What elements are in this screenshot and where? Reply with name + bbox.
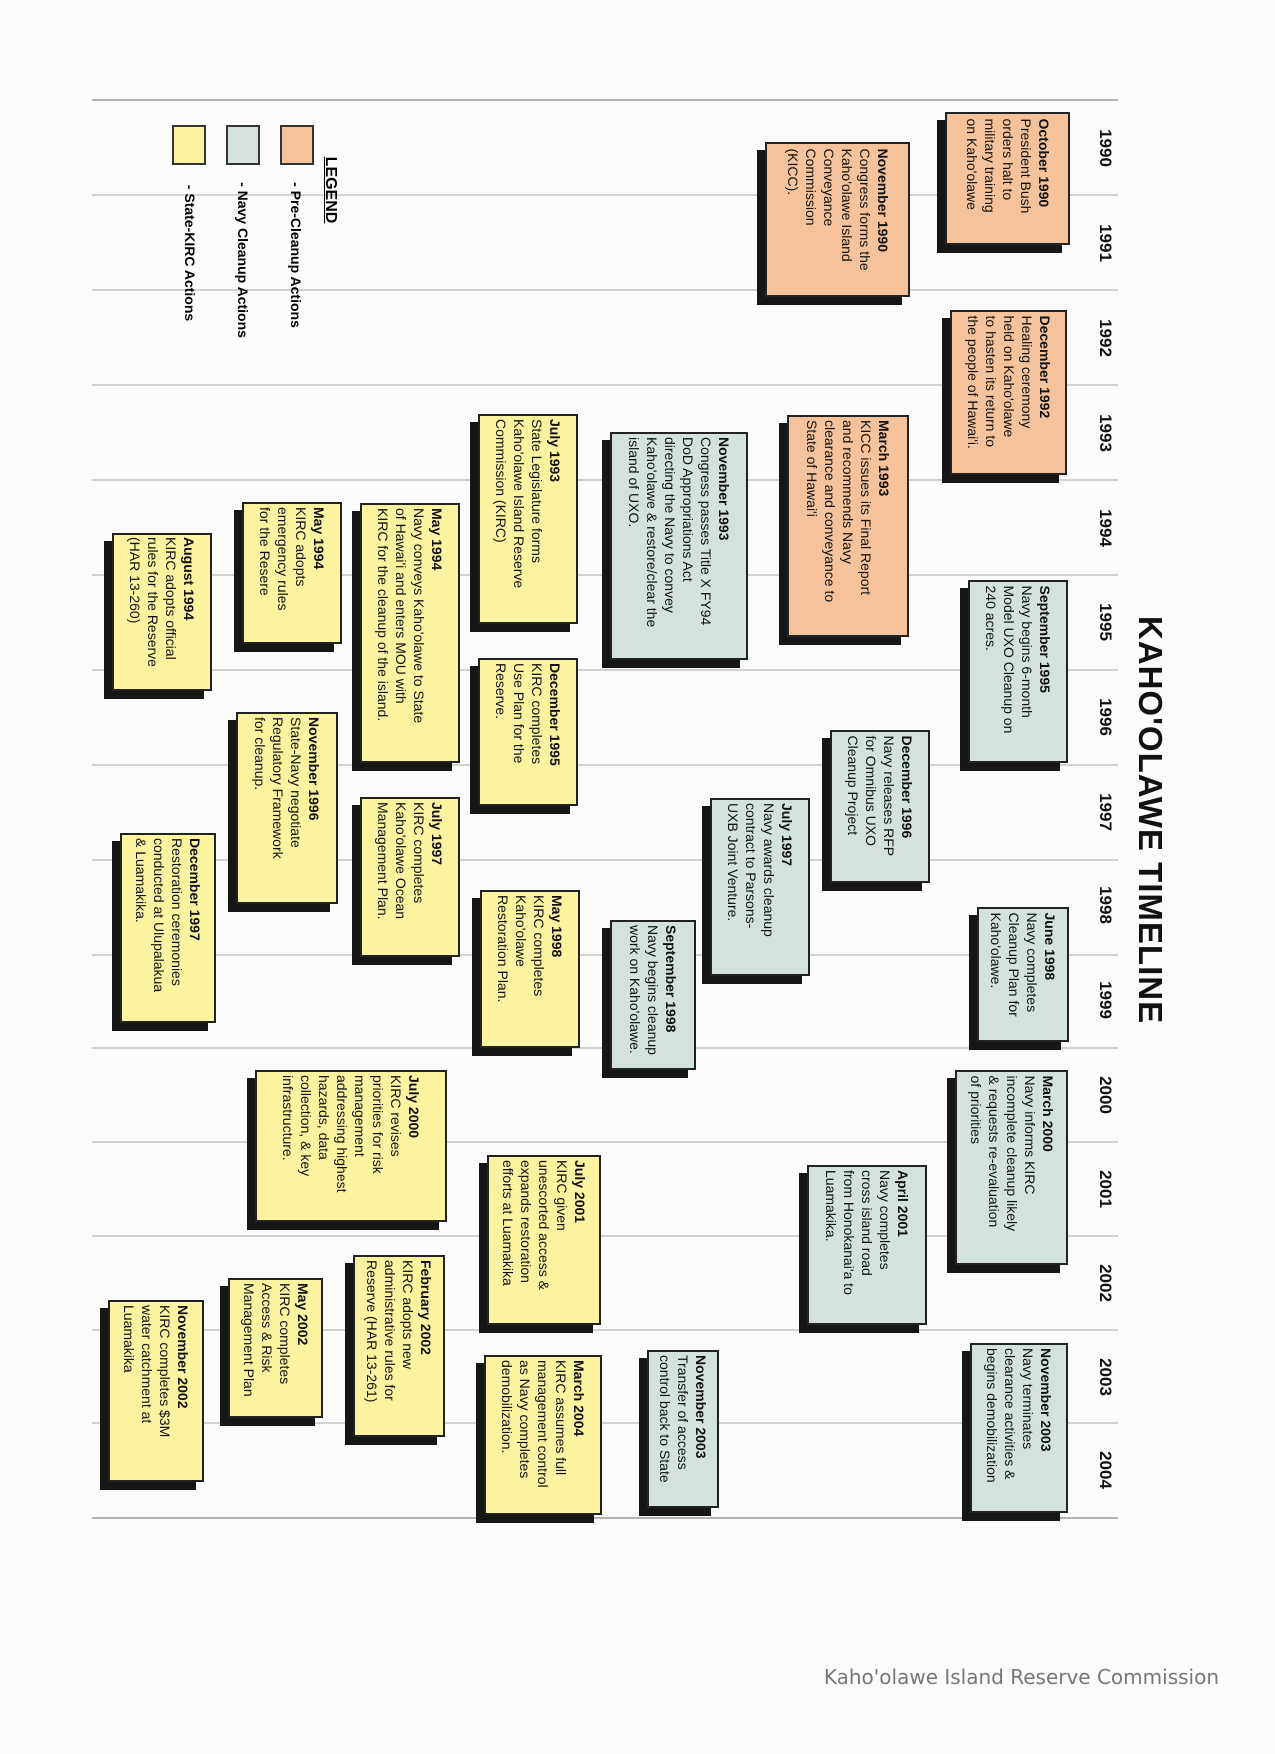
event-text: Navy terminates [1020, 1348, 1036, 1450]
event-text: control back to State [657, 1355, 673, 1483]
year-label: 1992 [1096, 319, 1115, 357]
event-text: cross island road [859, 1170, 875, 1276]
event-text: Management Plan. [375, 802, 391, 920]
event-date: February 2002 [418, 1260, 434, 1355]
event-text: KIRC assumes full [553, 1360, 569, 1476]
event-text: for Omnibus UXO [863, 735, 879, 846]
year-label: 1993 [1096, 414, 1115, 452]
event-text: State of Hawai'i [804, 420, 820, 517]
event-card [242, 502, 342, 644]
event-text: Kaho'olawe Island Reserve [511, 419, 527, 589]
event-text: to hasten its return to [982, 315, 999, 447]
event-date: July 1997 [779, 803, 795, 867]
event-text: rules for the Reserve [145, 537, 161, 667]
event-card [478, 414, 578, 624]
event-text: KIRC adopts new [400, 1260, 416, 1369]
event-text: contract to Parsons- [743, 803, 759, 929]
event-text: KIRC revises [388, 1075, 404, 1157]
year-label: 2000 [1096, 1076, 1115, 1114]
event-text: Navy conveys Kaho'olawe to State [411, 508, 427, 724]
event-text: KIRC completes [529, 663, 545, 765]
event-text: clearance activities & [1002, 1348, 1018, 1480]
event-text: KIRC given [554, 1160, 570, 1231]
event-date: December 1992 [1036, 315, 1053, 418]
page-title: KAHO'OLAWE TIMELINE [1132, 615, 1169, 1025]
event-date: November 2003 [693, 1355, 709, 1459]
event-text: Kaho'olawe. [988, 912, 1004, 988]
event-text: 240 acres. [983, 585, 999, 651]
event-text: KIRC completes [276, 1283, 293, 1385]
event-card [970, 1343, 1068, 1513]
event-card [610, 432, 748, 660]
event-date: October 1990 [1035, 118, 1052, 207]
legend-title: LEGEND [322, 156, 339, 224]
event-date: August 1994 [181, 537, 197, 621]
event-text: unescorted access & [536, 1160, 552, 1290]
event-text: & Luamakika. [133, 838, 149, 923]
legend-swatch-pre-cleanup [280, 125, 314, 165]
event-text: Congress passes Title X FY94 [698, 437, 714, 626]
event-text: KIRC for the cleanup of the island. [375, 508, 391, 722]
event-text: Reserve (HAR 13-261) [364, 1260, 380, 1403]
event-card [487, 1155, 601, 1325]
event-text: island of UXO. [626, 437, 642, 528]
event-card [478, 658, 578, 806]
event-text: the people of Hawai'i. [964, 315, 981, 449]
event-text: management [352, 1075, 368, 1157]
event-date: November 2002 [175, 1305, 191, 1409]
event-text: Kaho'olawe Island [838, 148, 855, 262]
event-text: KIRC adopts [293, 507, 309, 587]
event-text: Regulatory Framework [270, 717, 286, 859]
event-text: infrastructure. [280, 1075, 296, 1161]
event-date: May 1994 [429, 508, 445, 571]
event-card [480, 890, 580, 1048]
legend-label-state-kirc: - State-KIRC Actions [182, 184, 198, 322]
footer-credit: Kaho'olawe Island Reserve Commission [823, 1665, 1219, 1689]
event-card [830, 730, 930, 883]
year-label: 1998 [1096, 886, 1115, 924]
event-text: clearance and conveyance to [822, 420, 838, 603]
event-card [968, 580, 1068, 763]
event-date: November 1990 [874, 148, 891, 252]
event-text: Luamakika. [823, 1170, 839, 1242]
year-label: 1999 [1096, 981, 1115, 1019]
event-date: March 2004 [571, 1360, 587, 1437]
event-card [950, 310, 1067, 475]
event-text: KIRC completes [411, 802, 427, 904]
event-card [360, 503, 460, 763]
event-text: Access & Risk [258, 1283, 275, 1373]
event-text: as Navy completes [517, 1360, 533, 1479]
event-card [945, 112, 1070, 245]
event-card [236, 712, 338, 904]
event-text: begins demobilization [984, 1348, 1000, 1483]
event-date: June 1998 [1042, 912, 1058, 980]
event-date: May 1994 [311, 507, 327, 570]
event-text: emergency rules [275, 507, 291, 611]
event-text: Congress forms the [856, 148, 873, 271]
event-text: Commission (KIRC) [493, 419, 509, 543]
event-date: July 2001 [572, 1160, 588, 1224]
year-label: 2001 [1096, 1170, 1115, 1208]
event-date: November 2003 [1038, 1348, 1054, 1452]
event-text: demobilization. [499, 1360, 515, 1454]
event-text: work on Kaho'olawe. [627, 925, 643, 1054]
year-label: 1997 [1096, 793, 1115, 831]
event-text: Transfer of access [675, 1355, 691, 1470]
legend-swatch-state-kirc [172, 125, 206, 165]
event-text: on Kaho'olawe [963, 118, 980, 210]
event-text: & requests re-evaluation [985, 1075, 1002, 1227]
event-text: held on Kaho'olawe [1000, 315, 1017, 437]
event-text: management control [535, 1360, 551, 1488]
event-text: Navy completes [877, 1170, 893, 1270]
event-text: (KICC). [784, 148, 801, 195]
event-text: Restoration ceremonies [169, 838, 185, 986]
event-text: Navy begins 6-month [1019, 585, 1035, 718]
event-date: September 1995 [1037, 585, 1053, 693]
event-text: KIRC completes [531, 895, 547, 997]
event-text: DoD Appropriations Act [680, 437, 696, 582]
year-label: 1994 [1096, 509, 1115, 547]
event-text: KIRC completes $3M [157, 1305, 173, 1438]
event-card [228, 1278, 323, 1418]
year-label: 1990 [1096, 129, 1115, 167]
event-text: administrative rules for [382, 1260, 398, 1401]
year-label: 1991 [1096, 224, 1115, 262]
event-date: July 1997 [429, 802, 445, 866]
legend-label-pre-cleanup: - Pre-Cleanup Actions [288, 182, 304, 328]
event-text: for the Resere [257, 507, 273, 596]
event-text: efforts at Luamakika [500, 1160, 516, 1286]
event-text: addressing highest [334, 1075, 350, 1193]
event-text: Model UXO Cleanup on [1001, 585, 1017, 733]
event-card [108, 1300, 204, 1482]
event-card [353, 1255, 445, 1437]
event-text: State-Navy negotiate [288, 717, 304, 848]
event-text: Navy informs KIRC [1021, 1075, 1038, 1195]
event-card [610, 920, 696, 1070]
event-text: Management Plan [240, 1283, 257, 1397]
event-card [955, 1070, 1068, 1265]
legend-swatch-navy-cleanup [226, 125, 260, 165]
event-text: orders halt to [999, 118, 1016, 200]
event-text: Luamakika [121, 1305, 137, 1373]
event-text: expands restoration [518, 1160, 534, 1283]
year-label: 2002 [1096, 1264, 1115, 1302]
event-card [484, 1355, 602, 1515]
event-text: Conveyance [820, 148, 837, 226]
event-text: collection, & key [298, 1075, 314, 1177]
event-text: Kaho'olawe [513, 895, 529, 967]
event-text: Commission [802, 148, 819, 226]
event-date: December 1995 [547, 663, 563, 766]
event-text: of priorities [967, 1075, 984, 1144]
event-text: Kaho'olawe Ocean [393, 802, 409, 920]
year-label: 2004 [1096, 1451, 1115, 1489]
year-label: 1995 [1096, 603, 1115, 641]
event-text: Navy completes [1024, 912, 1040, 1012]
event-text: incomplete cleanup likely [1003, 1075, 1020, 1231]
event-date: April 2001 [895, 1170, 911, 1237]
event-date: September 1998 [663, 925, 679, 1033]
event-card [360, 797, 460, 957]
event-text: KICC issues its Final Report [858, 420, 874, 596]
event-text: of Hawai'i and enters MOU with [393, 508, 409, 704]
event-date: May 1998 [549, 895, 565, 958]
event-text: Healing ceremony [1018, 315, 1035, 428]
event-text: Navy begins cleanup [645, 925, 661, 1055]
event-text: for cleanup. [252, 717, 268, 791]
event-card [765, 142, 910, 297]
event-text: Cleanup Project [845, 735, 861, 835]
event-card [120, 833, 216, 1023]
event-date: March 2000 [1039, 1075, 1056, 1152]
event-date: December 1997 [187, 838, 203, 941]
event-text: Cleanup Plan for [1006, 912, 1022, 1017]
event-text: and recommends Navy [840, 420, 856, 564]
event-card [787, 415, 909, 637]
event-text: KIRC adopts official [163, 537, 179, 660]
event-date: December 1996 [899, 735, 915, 838]
event-date: July 1993 [547, 419, 563, 483]
event-text: hazards, data [316, 1075, 332, 1160]
year-label: 1996 [1096, 698, 1115, 736]
event-text: (HAR 13-260) [127, 537, 143, 624]
event-date: July 2000 [406, 1075, 422, 1139]
event-card [647, 1350, 719, 1508]
event-text: military training [981, 118, 998, 213]
year-label: 2003 [1096, 1358, 1115, 1396]
event-text: conducted at Ulupalakua [151, 838, 167, 993]
event-text: UXB Joint Venture. [725, 803, 741, 922]
event-text: Navy awards cleanup [761, 803, 777, 937]
event-text: Restoration Plan. [495, 895, 511, 1003]
event-text: from Honokanai'a to [841, 1170, 857, 1295]
event-text: directing the Navy to convey [662, 437, 678, 613]
event-card [710, 798, 810, 976]
event-card [807, 1165, 927, 1325]
event-text: Use Plan for the [511, 663, 527, 764]
event-text: President Bush [1017, 118, 1034, 213]
event-text: Reserve. [493, 663, 509, 720]
event-date: March 1993 [876, 420, 892, 497]
legend-label-navy-cleanup: - Navy Cleanup Actions [235, 182, 251, 338]
event-date: November 1996 [306, 717, 322, 821]
event-text: Navy releases RFP [881, 735, 897, 856]
event-text: water catchment at [139, 1305, 155, 1424]
event-text: State Legislature forms [529, 419, 545, 563]
event-card [977, 907, 1069, 1042]
event-text: priorities for risk [370, 1075, 386, 1174]
event-date: November 1993 [716, 437, 732, 541]
event-card [112, 533, 212, 691]
event-date: May 2002 [294, 1283, 311, 1346]
event-text: Kaho'olawe & restore/clear the [644, 437, 660, 628]
event-card [255, 1070, 447, 1222]
